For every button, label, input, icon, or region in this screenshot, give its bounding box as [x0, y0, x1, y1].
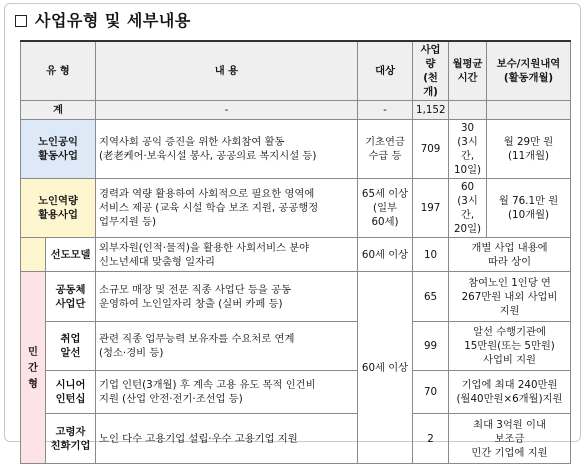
type-placement: 취업 알선 [46, 322, 96, 371]
header-type: 유 형 [21, 41, 96, 101]
volume-placement: 99 [413, 322, 449, 371]
header-pay: 보수/지원내역 (활동개월) [487, 41, 571, 101]
type-pioneer: 선도모델 [46, 238, 96, 272]
volume-pioneer: 10 [413, 238, 449, 272]
type-public: 노인공익 활동사업 [21, 120, 96, 179]
target-public: 기초연금 수급 등 [358, 120, 413, 179]
type-senior-firm: 고령자 친화기업 [46, 414, 96, 464]
private-label-char: 민 [28, 345, 38, 358]
table-row [21, 272, 571, 322]
header-monthly-hours: 월평균 시간 [449, 41, 487, 101]
total-row [21, 101, 571, 120]
header-target: 대상 [358, 41, 413, 101]
header-content: 내 용 [96, 41, 358, 101]
hours-public: 30 (3시간, 10일) [449, 120, 487, 179]
total-target: - [358, 101, 413, 120]
private-type-label [21, 272, 46, 464]
table-row [21, 371, 571, 414]
table-row [21, 120, 571, 179]
total-content: - [96, 101, 358, 120]
pay-senior-firm: 최대 3억원 이내 보조금 민간 기업에 지원 [449, 414, 571, 464]
type-intern: 시니어 인턴십 [46, 371, 96, 414]
volume-community: 65 [413, 272, 449, 322]
target-pioneer: 60세 이상 [358, 238, 413, 272]
total-volume: 1,152 [413, 101, 449, 120]
program-table [20, 40, 571, 464]
target-capability: 65세 이상 (일부 60세) [358, 179, 413, 238]
pay-pioneer: 개별 사업 내용에 따라 상이 [449, 238, 571, 272]
hours-capability: 60 (3시간, 20일) [449, 179, 487, 238]
checkbox-square-icon [15, 15, 27, 27]
total-label: 계 [21, 101, 96, 120]
pay-capability: 월 76.1만 원 (10개월) [487, 179, 571, 238]
table-row [21, 179, 571, 238]
content-senior-firm: 노인 다수 고용기업 설립·우수 고용기업 지원 [96, 414, 358, 464]
content-public: 지역사회 공익 증진을 위한 사회참여 활동 (老老케어·보육시설 봉사, 공공의료 복지시설 등) [96, 120, 358, 179]
table-row [21, 322, 571, 371]
section-title: 사업유형 및 세부내용 [35, 11, 191, 30]
pioneer-spacer [21, 238, 46, 272]
pay-placement: 알선 수행기관에 15만원(또는 5만원) 사업비 지원 [449, 322, 571, 371]
table-row [21, 414, 571, 464]
type-capability: 노인역량 활용사업 [21, 179, 96, 238]
volume-senior-firm: 2 [413, 414, 449, 464]
total-hours-blank [449, 101, 487, 120]
content-capability: 경력과 역량 활용하여 사회적으로 필요한 영역에 서비스 제공 (교육 시설 학습 보조 지원, 공공행정 업무지원 등) [96, 179, 358, 238]
pay-community: 참여노인 1인당 연 267만원 내외 사업비 지원 [449, 272, 571, 322]
private-label-char: 간 [28, 361, 38, 374]
pay-public: 월 29만 원 (11개월) [487, 120, 571, 179]
private-label-char: 형 [28, 377, 38, 390]
volume-intern: 70 [413, 371, 449, 414]
content-placement: 관련 직종 업무능력 보유자를 수요처로 연계 (청소·경비 등) [96, 322, 358, 371]
section-heading [15, 8, 191, 31]
content-pioneer: 외부자원(인적·물적)을 활용한 사회서비스 분야 신노년세대 맞춤형 일자리 [96, 238, 358, 272]
table-row [21, 238, 571, 272]
content-intern: 기업 인턴(3개월) 후 계속 고용 유도 목적 인건비 지원 (산업 안전·전기·조선업 등) [96, 371, 358, 414]
header-volume: 사업량 (천개) [413, 41, 449, 101]
target-private: 60세 이상 [358, 272, 413, 464]
volume-capability: 197 [413, 179, 449, 238]
pay-intern: 기업에 최대 240만원 (월40만원×6개월)지원 [449, 371, 571, 414]
type-community: 공동체 사업단 [46, 272, 96, 322]
header-row [21, 41, 571, 101]
volume-public: 709 [413, 120, 449, 179]
content-community: 소규모 매장 및 전문 직종 사업단 등을 공동 운영하여 노인일자리 창출 (실버 카페 등) [96, 272, 358, 322]
total-pay-blank [487, 101, 571, 120]
